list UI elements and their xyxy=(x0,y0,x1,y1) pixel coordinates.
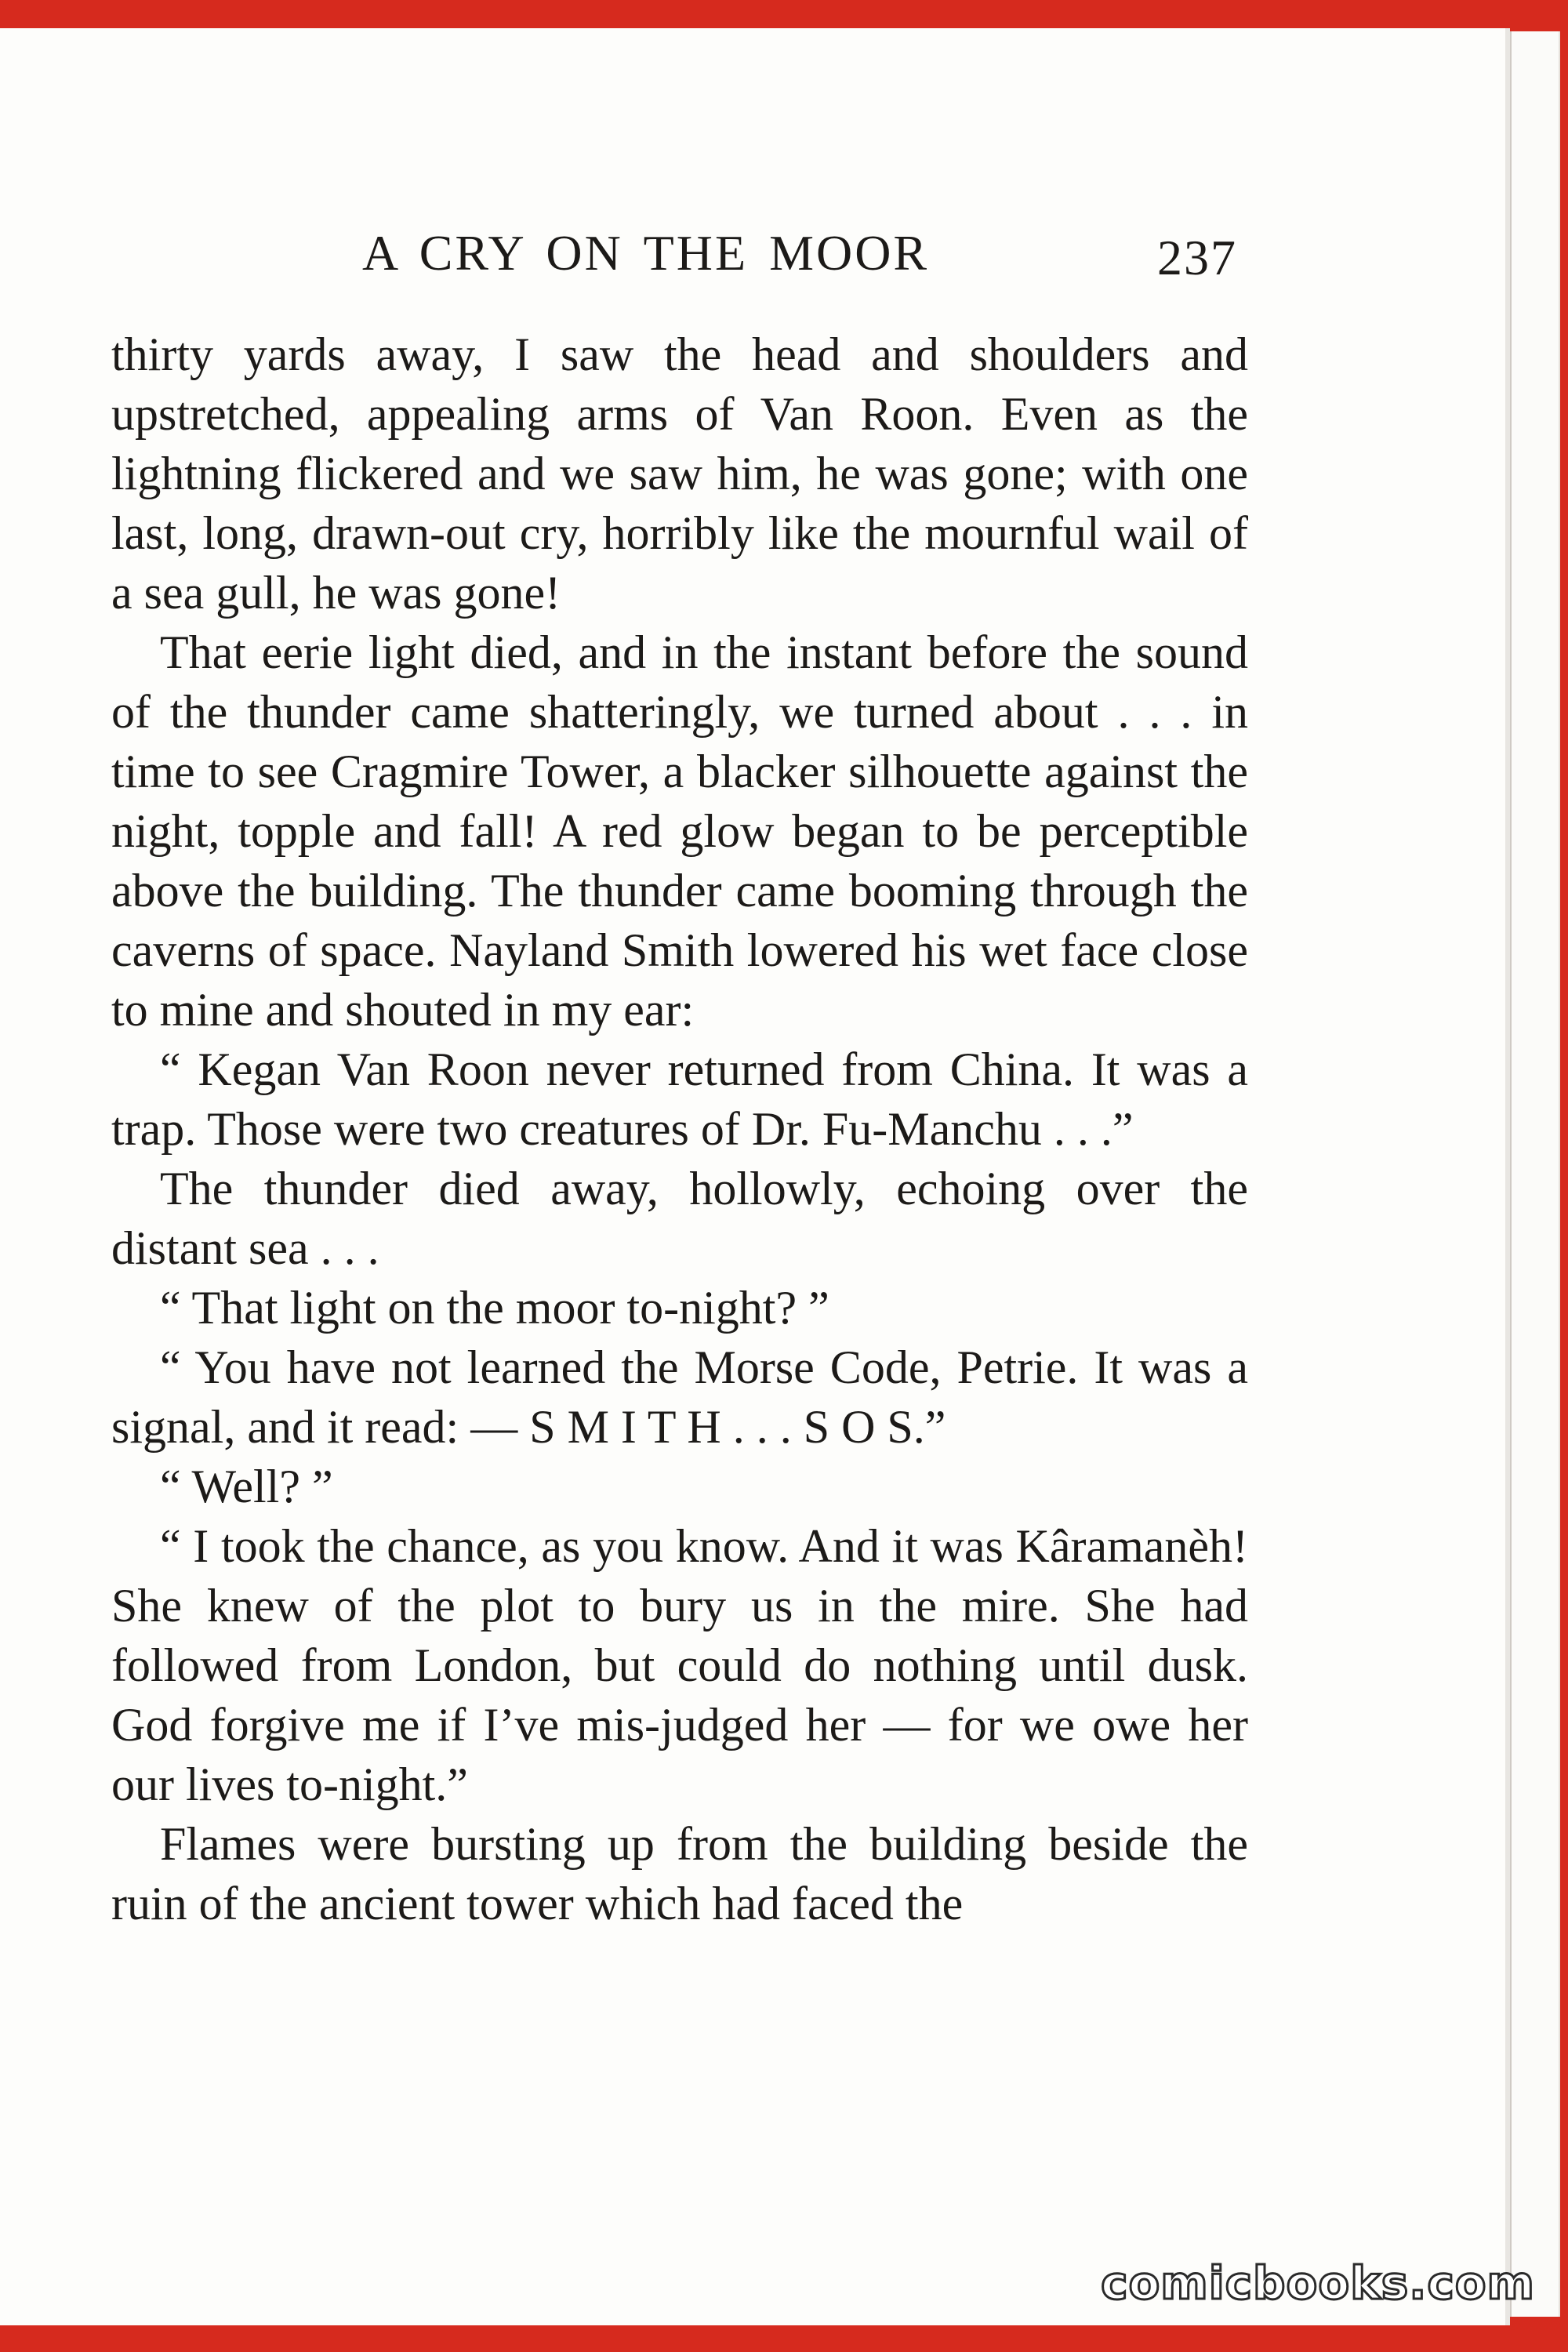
page-number: 237 xyxy=(1157,230,1237,285)
paragraph: “ That light on the moor to-night? ” xyxy=(160,1282,829,1334)
paragraph: “ Well? ” xyxy=(160,1461,333,1512)
paragraph: thirty yards away, I saw the head and shoulders and upstretched, appealing arms of Van Roon. Even as the lightning flickered and we saw him, he was gone; with one last, long, drawn-out cry, horribly like the mournful wail of a sea gull, he was gone! xyxy=(111,328,1248,619)
paragraph: “ I took the chance, as you know. And it was Kâramanèh! She knew of the plot to bury us in the mire. She had followed from London, but could do nothing until dusk. God forgive me if I’ve mis-judged her — for we owe her our lives to-night.” xyxy=(111,1520,1248,1810)
running-title: A CRY ON THE MOOR xyxy=(362,225,930,281)
paragraph: That eerie light died, and in the instant before the sound of the thunder came shatteringly, we turned about . . . in time to see Cragmire Tower, a blacker silhouette against the night, topple and fall! A red glow began to be perceptible above the building. The thunder came booming through the caverns of space. Nayland Smith lowered his wet face close to mine and shouted in my ear: xyxy=(111,626,1248,1036)
site-watermark: comicbooks.com xyxy=(1101,2256,1535,2310)
paragraph: The thunder died away, hollowly, echoing over the distant sea . . . xyxy=(111,1163,1248,1274)
page-header xyxy=(0,224,1505,287)
paragraph: Flames were bursting up from the building beside the ruin of the ancient tower which had faced the xyxy=(111,1818,1248,1929)
page-body-text xyxy=(111,325,1248,1933)
page-edge xyxy=(1509,31,1560,2317)
book-page xyxy=(0,28,1510,2325)
paragraph: “ Kegan Van Roon never returned from China. It was a trap. Those were two creatures of Dr. Fu-Manchu . . .” xyxy=(111,1044,1248,1155)
paragraph: “ You have not learned the Morse Code, Petrie. It was a signal, and it read: — S M I T H . . . S O S.” xyxy=(111,1341,1248,1453)
